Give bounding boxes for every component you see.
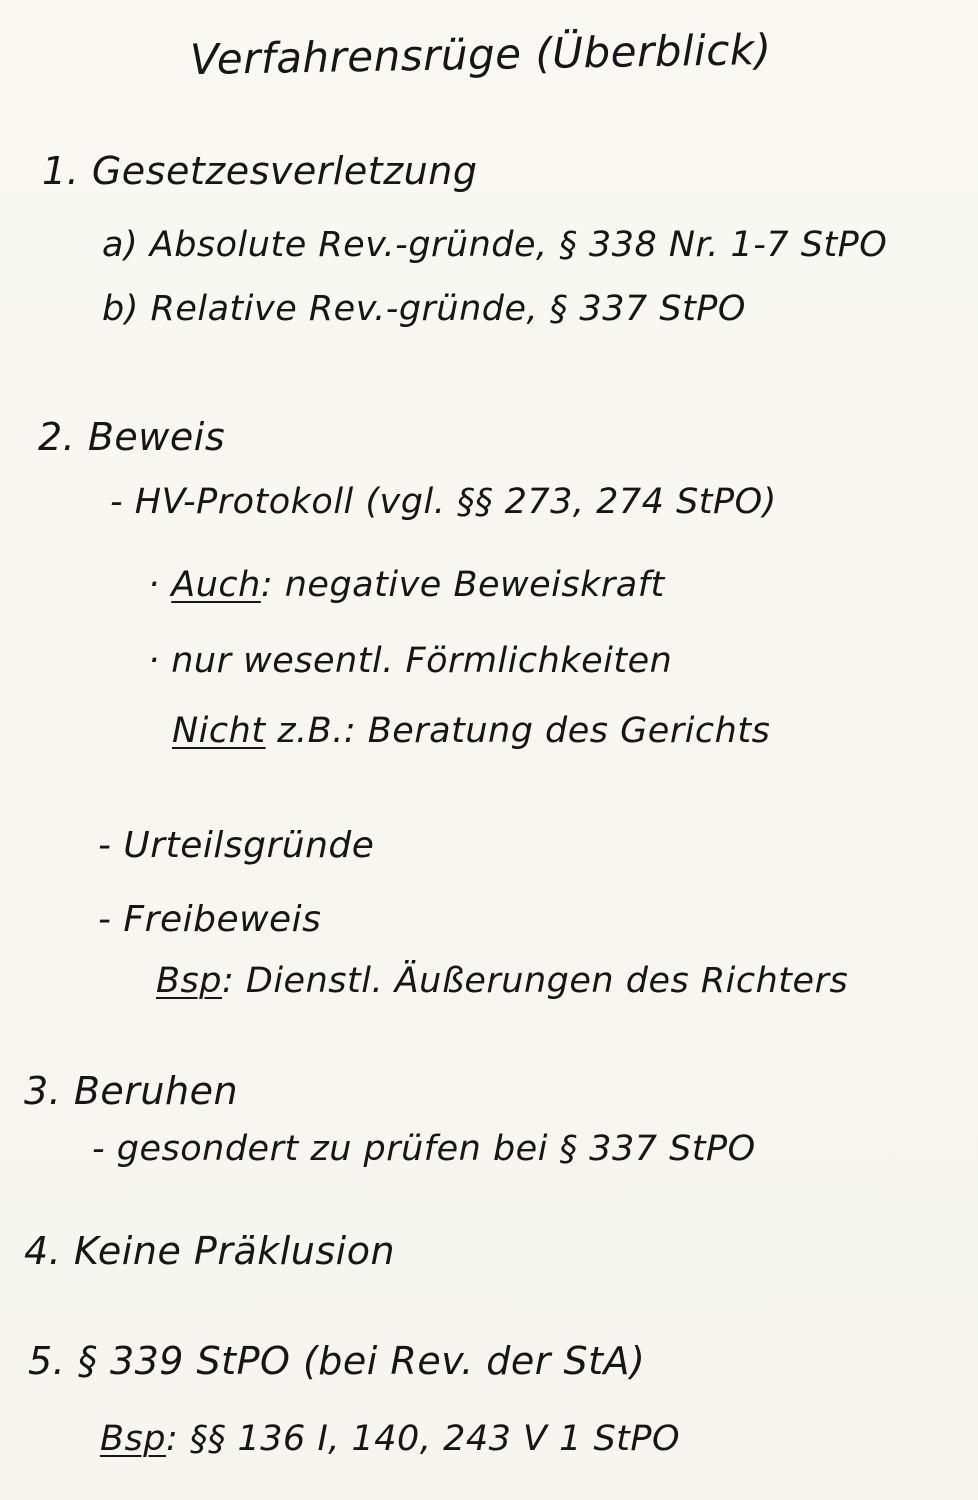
section-3-number: 3. [24, 1069, 62, 1113]
section-5-example-rest: : §§ 136 I, 140, 243 V 1 StPO [165, 1419, 681, 1459]
section-2-title: Beweis [87, 415, 226, 459]
section-1-item-b-text: Relative Rev.-gründe, § 337 StPO [150, 289, 746, 329]
section-4-heading [24, 1229, 396, 1273]
section-3-heading [24, 1069, 239, 1113]
section-4-title: Keine Präklusion [73, 1229, 396, 1273]
section-2-number: 2. [38, 415, 76, 459]
section-1-item-b-prefix: b) [102, 289, 139, 329]
nicht-example-line [172, 711, 771, 751]
bullet-1-rest: : negative Beweiskraft [260, 565, 665, 605]
section-1-heading [42, 149, 478, 193]
bullet-foermlichkeiten: · nur wesentl. Förmlichkeiten [148, 641, 673, 681]
section-1-item-a-prefix: a) [102, 225, 139, 265]
section-5-number: 5. [28, 1339, 66, 1383]
bsp-underlined: Bsp [156, 961, 222, 1001]
nicht-rest: z.B.: Beratung des Gerichts [265, 711, 771, 751]
nicht-underlined: Nicht [172, 711, 266, 751]
urteilsgruende-line: - Urteilsgründe [98, 825, 375, 866]
section-4-number: 4. [24, 1229, 62, 1273]
section-1-item-b [102, 289, 746, 329]
section-1-item-a-text: Absolute Rev.-gründe, § 338 Nr. 1-7 StPO [149, 225, 888, 265]
freibeweis-example-rest: : Dienstl. Äußerungen des Richters [221, 961, 849, 1001]
section-1-title: Gesetzesverletzung [91, 149, 478, 193]
section-5-heading [28, 1339, 646, 1383]
auch-underlined: Auch [171, 565, 261, 605]
freibeweis-example-line [156, 961, 849, 1001]
page-title: Verfahrensrüge (Überblick) [189, 24, 772, 85]
section-3-title: Beruhen [73, 1069, 239, 1113]
section-5-example-line [100, 1419, 681, 1459]
hv-protokoll-line: - HV-Protokoll (vgl. §§ 273, 274 StPO) [110, 482, 777, 522]
bullet-1-dot: · [148, 565, 172, 605]
bsp-underlined-2: Bsp [100, 1419, 166, 1459]
section-1-number: 1. [42, 149, 80, 193]
section-5-title: § 339 StPO (bei Rev. der StA) [77, 1339, 646, 1383]
beruhen-detail-line: - gesondert zu prüfen bei § 337 StPO [92, 1129, 756, 1169]
section-2-heading [38, 415, 226, 459]
freibeweis-line: - Freibeweis [98, 899, 322, 940]
section-1-item-a [102, 225, 888, 265]
bullet-negative-beweiskraft [148, 565, 665, 605]
